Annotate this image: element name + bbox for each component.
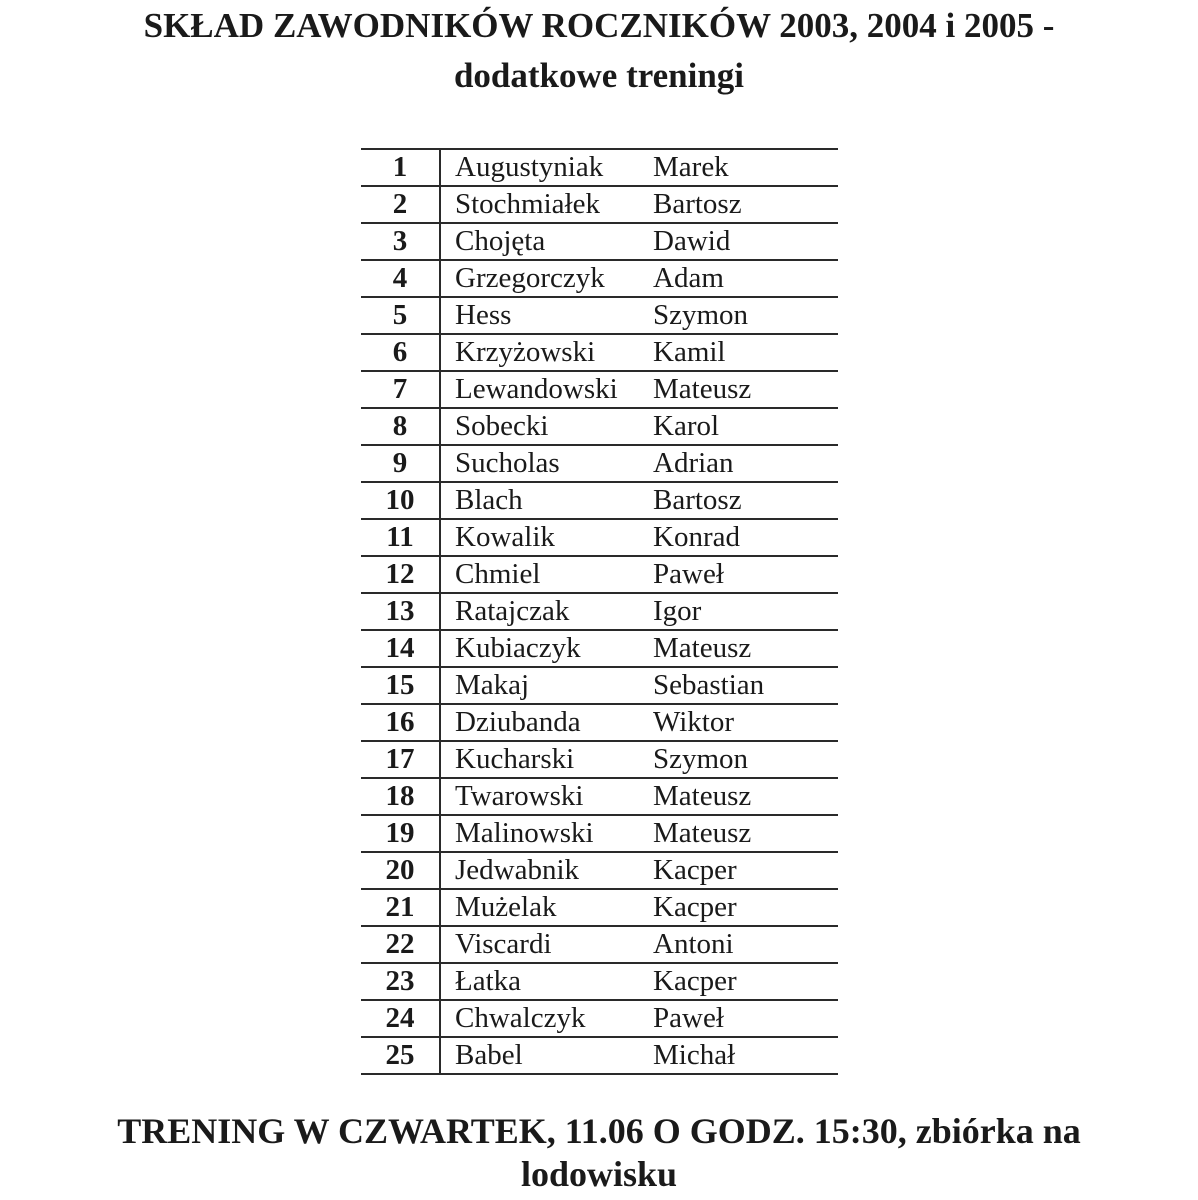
player-surname: Łatka [440, 963, 653, 1000]
player-row [361, 593, 838, 630]
player-number: 17 [361, 741, 440, 778]
player-number: 25 [361, 1037, 440, 1074]
player-row [361, 371, 838, 408]
player-row [361, 1037, 838, 1074]
player-number: 21 [361, 889, 440, 926]
player-row [361, 260, 838, 297]
player-number: 20 [361, 852, 440, 889]
player-first-name: Kacper [653, 852, 838, 889]
player-first-name: Mateusz [653, 630, 838, 667]
player-number: 16 [361, 704, 440, 741]
player-surname: Krzyżowski [440, 334, 653, 371]
player-first-name: Sebastian [653, 667, 838, 704]
player-number: 14 [361, 630, 440, 667]
player-row [361, 889, 838, 926]
player-first-name: Kamil [653, 334, 838, 371]
player-first-name: Igor [653, 593, 838, 630]
player-number: 6 [361, 334, 440, 371]
player-number: 19 [361, 815, 440, 852]
player-first-name: Bartosz [653, 186, 838, 223]
player-first-name: Mateusz [653, 371, 838, 408]
player-surname: Kucharski [440, 741, 653, 778]
player-first-name: Paweł [653, 1000, 838, 1037]
player-number: 23 [361, 963, 440, 1000]
player-surname: Dziubanda [440, 704, 653, 741]
player-first-name: Antoni [653, 926, 838, 963]
page-title-line-1: SKŁAD ZAWODNIKÓW ROCZNIKÓW 2003, 2004 i 2005 - [143, 6, 1055, 45]
player-row [361, 482, 838, 519]
player-surname: Kubiaczyk [440, 630, 653, 667]
player-surname: Makaj [440, 667, 653, 704]
player-number: 10 [361, 482, 440, 519]
player-first-name: Konrad [653, 519, 838, 556]
player-first-name: Kacper [653, 889, 838, 926]
player-surname: Babel [440, 1037, 653, 1074]
player-first-name: Kacper [653, 963, 838, 1000]
player-surname: Viscardi [440, 926, 653, 963]
player-surname: Sobecki [440, 408, 653, 445]
player-surname: Ratajczak [440, 593, 653, 630]
player-first-name: Szymon [653, 297, 838, 334]
player-row [361, 1000, 838, 1037]
player-number: 13 [361, 593, 440, 630]
player-row [361, 297, 838, 334]
player-number: 5 [361, 297, 440, 334]
player-first-name: Dawid [653, 223, 838, 260]
player-row [361, 519, 838, 556]
player-first-name: Paweł [653, 556, 838, 593]
player-surname: Kowalik [440, 519, 653, 556]
player-first-name: Adam [653, 260, 838, 297]
player-row [361, 667, 838, 704]
player-row [361, 408, 838, 445]
player-surname: Grzegorczyk [440, 260, 653, 297]
player-first-name: Marek [653, 149, 838, 186]
player-number: 24 [361, 1000, 440, 1037]
player-row [361, 963, 838, 1000]
player-first-name: Michał [653, 1037, 838, 1074]
player-first-name: Mateusz [653, 815, 838, 852]
player-roster-table [361, 148, 838, 1075]
player-number: 3 [361, 223, 440, 260]
player-surname: Chmiel [440, 556, 653, 593]
player-surname: Mużelak [440, 889, 653, 926]
player-number: 22 [361, 926, 440, 963]
player-row [361, 223, 838, 260]
player-row [361, 778, 838, 815]
player-row [361, 186, 838, 223]
player-surname: Chojęta [440, 223, 653, 260]
player-row [361, 445, 838, 482]
player-surname: Augustyniak [440, 149, 653, 186]
player-row [361, 149, 838, 186]
player-number: 4 [361, 260, 440, 297]
page-title-line-2: dodatkowe treningi [453, 56, 745, 95]
player-surname: Twarowski [440, 778, 653, 815]
player-surname: Blach [440, 482, 653, 519]
training-notice-line-2: lodowisku [520, 1154, 678, 1194]
player-row [361, 852, 838, 889]
player-row [361, 630, 838, 667]
player-row [361, 556, 838, 593]
player-surname: Chwalczyk [440, 1000, 653, 1037]
player-first-name: Adrian [653, 445, 838, 482]
player-number: 15 [361, 667, 440, 704]
player-number: 11 [361, 519, 440, 556]
player-roster-body [361, 149, 838, 1074]
player-row [361, 815, 838, 852]
player-number: 8 [361, 408, 440, 445]
player-row [361, 741, 838, 778]
player-number: 18 [361, 778, 440, 815]
player-surname: Lewandowski [440, 371, 653, 408]
player-number: 1 [361, 149, 440, 186]
player-surname: Sucholas [440, 445, 653, 482]
player-surname: Hess [440, 297, 653, 334]
player-row [361, 334, 838, 371]
training-notice-line-1: TRENING W CZWARTEK, 11.06 O GODZ. 15:30, zbiórka na [117, 1111, 1081, 1151]
player-number: 2 [361, 186, 440, 223]
player-row [361, 926, 838, 963]
player-surname: Malinowski [440, 815, 653, 852]
player-first-name: Bartosz [653, 482, 838, 519]
player-first-name: Mateusz [653, 778, 838, 815]
player-first-name: Wiktor [653, 704, 838, 741]
player-number: 12 [361, 556, 440, 593]
player-number: 9 [361, 445, 440, 482]
player-surname: Stochmiałek [440, 186, 653, 223]
player-surname: Jedwabnik [440, 852, 653, 889]
player-row [361, 704, 838, 741]
player-number: 7 [361, 371, 440, 408]
player-first-name: Szymon [653, 741, 838, 778]
player-first-name: Karol [653, 408, 838, 445]
